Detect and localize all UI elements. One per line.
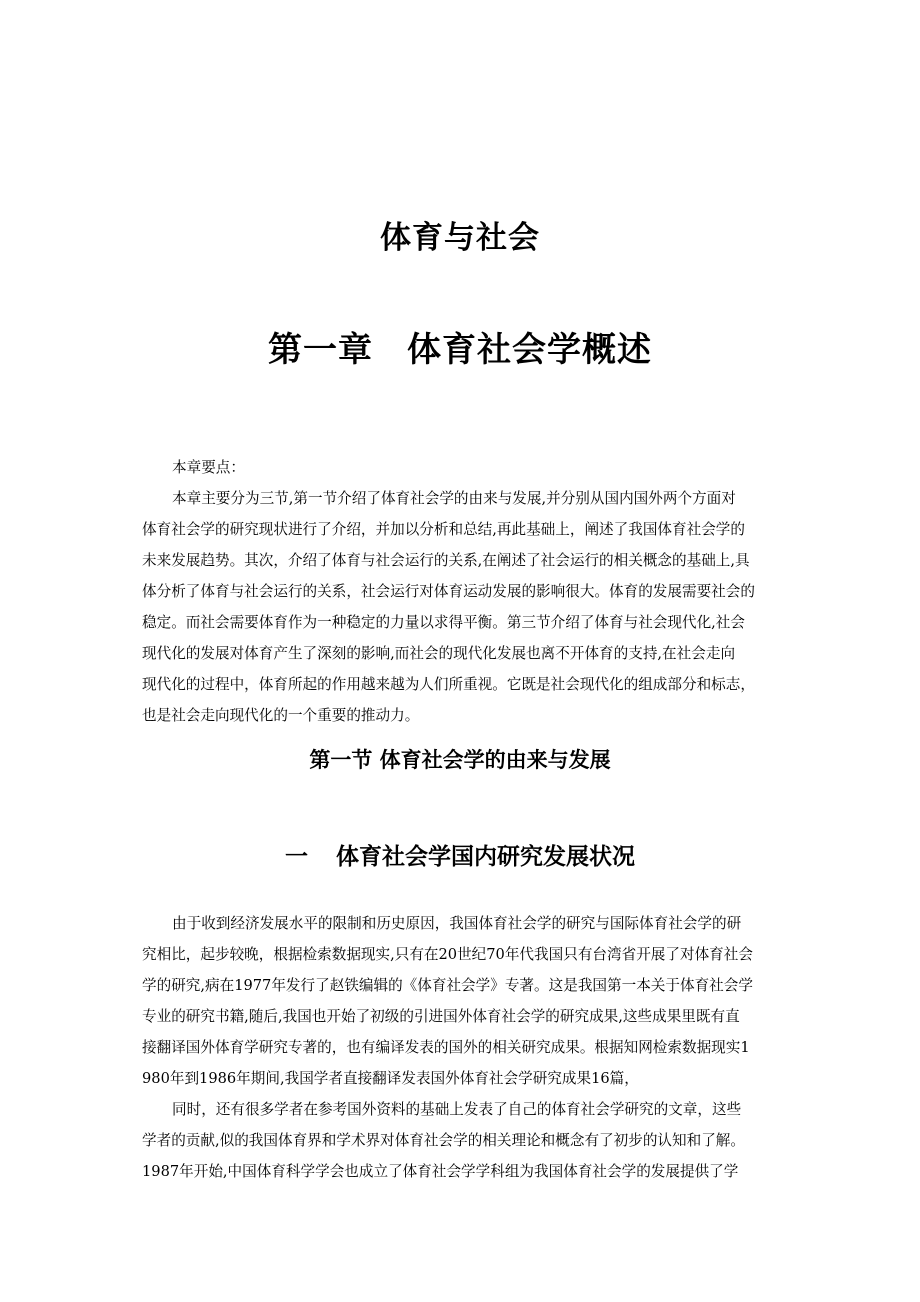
- subsection-number: 一: [285, 844, 308, 870]
- summary-line: 体分析了体育与社会运行的关系，社会运行对体育运动发展的影响很大。体育的发展需要社会的: [142, 583, 755, 600]
- summary-line: 未来发展趋势。其次，介绍了体育与社会运行的关系,在阐述了社会运行的相关概念的基础上,具: [142, 552, 750, 569]
- paragraph-line: 专业的研究书籍,随后,我国也开始了初级的引进国外体育社会学的研究成果,这些成果里既有直: [142, 1008, 740, 1025]
- chapter-title: [0, 322, 920, 371]
- paragraph-line: 同时，还有很多学者在参考国外资料的基础上发表了自己的体育社会学研究的文章，这些: [172, 1101, 742, 1118]
- summary-line: 本章主要分为三节,第一节介绍了体育社会学的由来与发展,并分别从国内国外两个方面对: [172, 490, 736, 507]
- subsection-title: [0, 838, 920, 871]
- chapter-summary: [142, 483, 792, 731]
- paragraph-line: 学的研究,病在1977年发行了赵铁编辑的《体育社会学》专著。这是我国第一本关于体育社会学: [142, 977, 753, 994]
- paragraph-line: 究相比，起步较晚，根据检索数据现实,只有在20世纪70年代我国只有台湾省开展了对体育社会: [142, 946, 753, 963]
- paragraph-1: [142, 908, 792, 1094]
- paragraph-line: 1987年开始,中国体育科学学会也成立了体育社会学学科组为我国体育社会学的发展提供了学: [142, 1163, 739, 1180]
- paragraph-line: 学者的贡献,似的我国体育界和学术界对体育社会学的相关理论和概念有了初步的认知和了解。: [142, 1132, 745, 1149]
- paragraph-line: 980年到1986年期间,我国学者直接翻译发表国外体育社会学研究成果16篇，: [142, 1070, 639, 1087]
- summary-line: 现代化的过程中，体育所起的作用越来越为人们所重视。它既是社会现代化的组成部分和标志，: [142, 676, 755, 693]
- summary-line: 现代化的发展对体育产生了深刻的影响,而社会的现代化发展也离不开体育的支持,在社会走向: [142, 645, 736, 662]
- book-title: 体育与社会: [380, 220, 540, 256]
- chapter-number: 第一章: [268, 330, 373, 370]
- summary-line: 也是社会走向现代化的一个重要的推动力。: [142, 707, 420, 724]
- summary-label: 本章要点：: [172, 459, 245, 476]
- paragraph-line: 由于收到经济发展水平的限制和历史原因，我国体育社会学的研究与国际体育社会学的研: [172, 915, 742, 932]
- paragraph-line: 接翻译国外体育学研究专著的，也有编译发表的国外的相关研究成果。根据知网检索数据现实1: [142, 1039, 750, 1056]
- chapter-name: 体育社会学概述: [407, 330, 652, 370]
- summary-line: 体育社会学的研究现状进行了介绍，并加以分析和总结,再此基础上，阐述了我国体育社会学的: [142, 521, 745, 538]
- summary-line: 稳定。而社会需要体育作为一种稳定的力量以求得平衡。第三节介绍了体育与社会现代化,社会: [142, 614, 745, 631]
- section-title: 第一节 体育社会学的由来与发展: [309, 748, 611, 772]
- subsection-name: 体育社会学国内研究发展状况: [336, 844, 635, 870]
- paragraph-2: [142, 1094, 792, 1187]
